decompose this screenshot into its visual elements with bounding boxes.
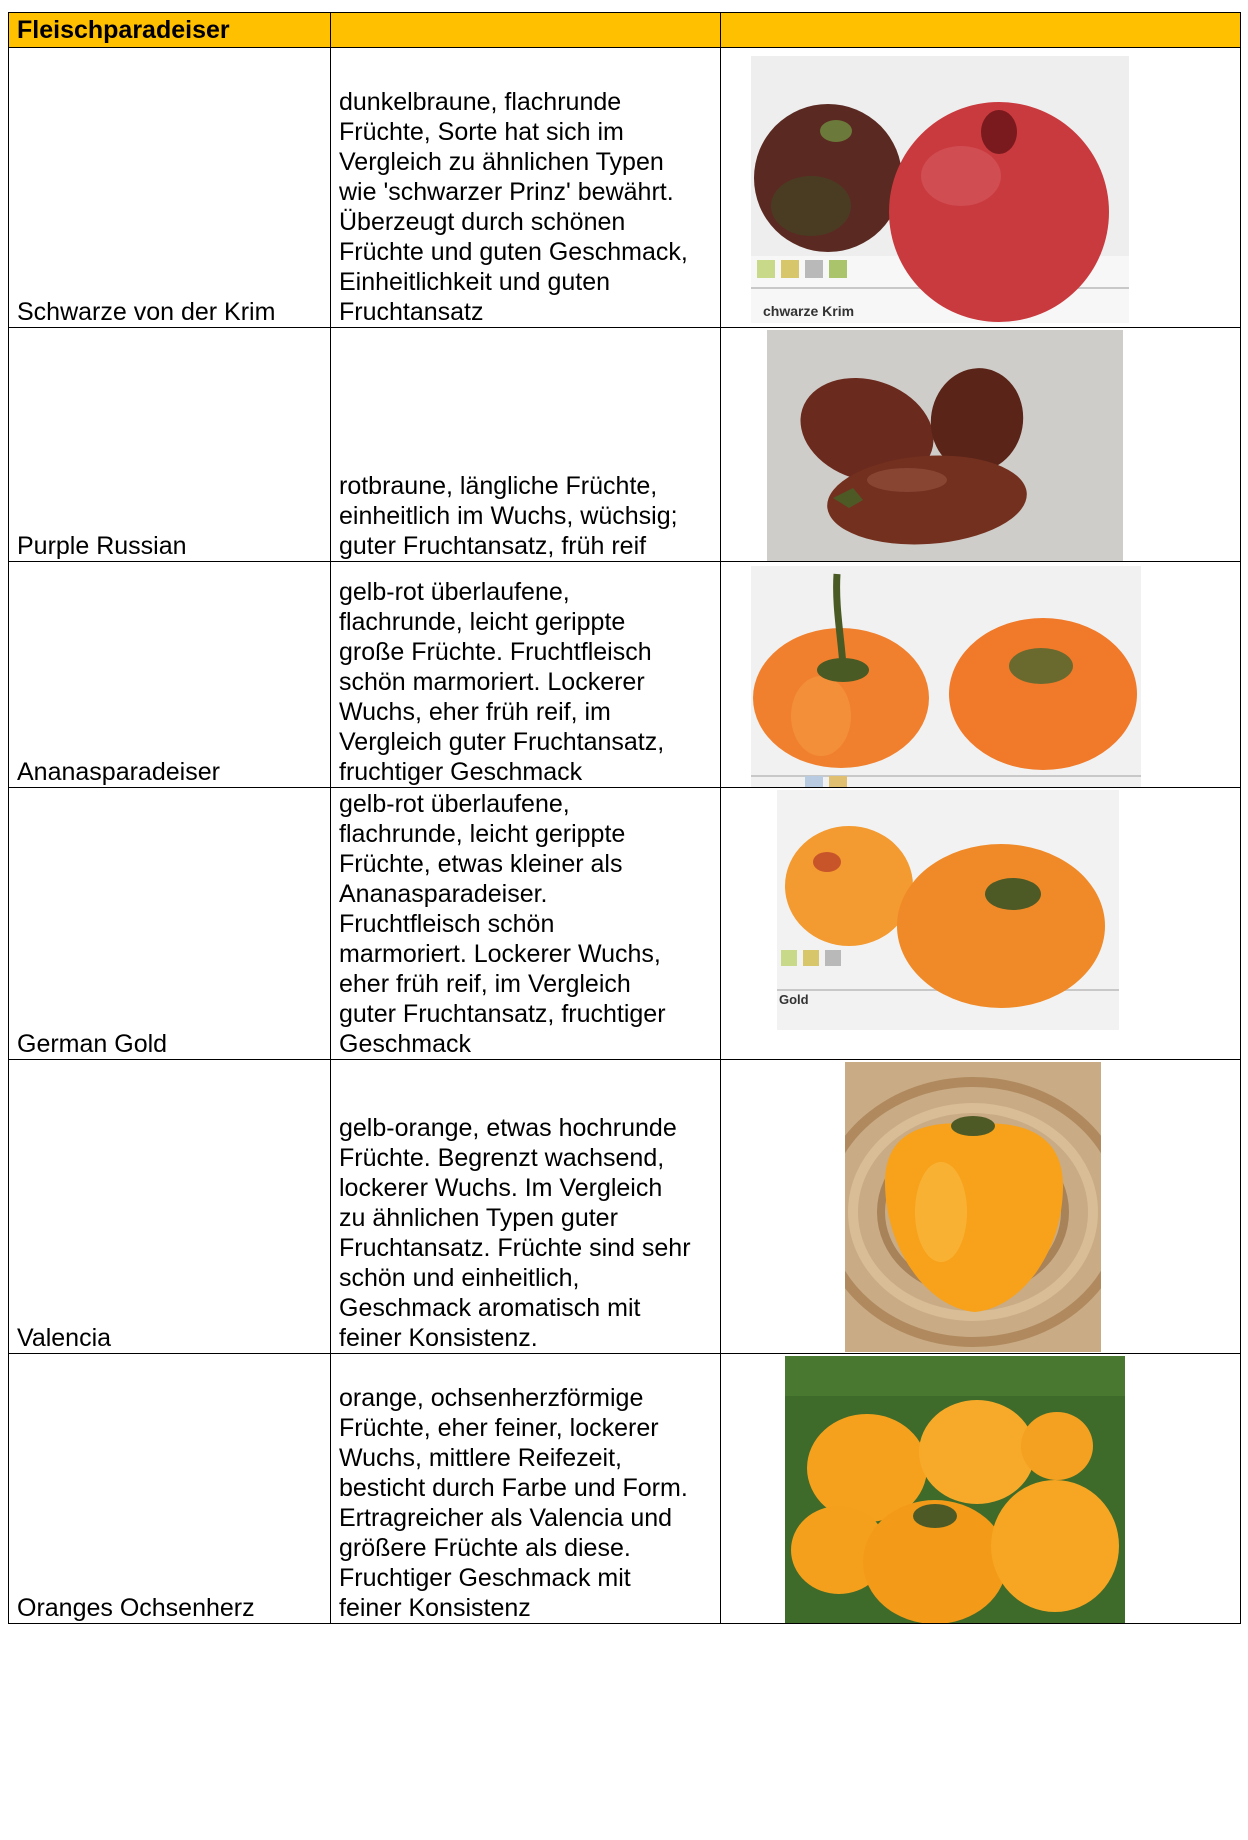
header-row xyxy=(9,13,1241,48)
tomato-variety-table xyxy=(8,12,1241,1624)
photo-label: chwarze Krim xyxy=(763,303,855,319)
variety-description: dunkelbraune, flachrunde Früchte, Sorte hat sich im Vergleich zu ähnlichen Typen wie 'schwarzer Prinz' bewährt. Überzeugt durch schönen Früchte und guten Geschmack, Einheitlichkeit und guten Fruchtansatz xyxy=(331,48,721,328)
photo-cell xyxy=(721,562,1241,788)
tomato-photo xyxy=(777,790,1119,1030)
variety-description: gelb-orange, etwas hochrunde Früchte. Begrenzt wachsend, lockerer Wuchs. Im Vergleich zu ähnlichen Typen guter Fruchtansatz. Früchte sind sehr schön und einheitlich, Geschmack aromatisch mit feiner Konsistenz. xyxy=(331,1060,721,1354)
variety-description: rotbraune, längliche Früchte, einheitlich im Wuchs, wüchsig; guter Fruchtansatz, früh reif xyxy=(331,328,721,562)
table-row xyxy=(9,788,1241,1060)
table-row xyxy=(9,1354,1241,1624)
table-row xyxy=(9,562,1241,788)
tomato-photo xyxy=(751,566,1141,788)
table-row xyxy=(9,328,1241,562)
variety-name: Schwarze von der Krim xyxy=(9,48,331,328)
tomato-photo xyxy=(845,1062,1101,1352)
table-row xyxy=(9,1060,1241,1354)
photo-cell xyxy=(721,1060,1241,1354)
photo-cell xyxy=(721,328,1241,562)
variety-description: gelb-rot überlaufene, flachrunde, leicht gerippte Früchte, etwas kleiner als Ananasparadeiser. Fruchtfleisch schön marmoriert. Lockerer Wuchs, eher früh reif, im Vergleich guter Fruchtansatz, fruchtiger Geschmack xyxy=(331,788,721,1060)
variety-name: German Gold xyxy=(9,788,331,1060)
table-row xyxy=(9,48,1241,328)
category-heading: Fleischparadeiser xyxy=(9,13,331,48)
header-cell-empty xyxy=(331,13,721,48)
tomato-photo xyxy=(785,1356,1125,1624)
variety-description: gelb-rot überlaufene, flachrunde, leicht gerippte große Früchte. Fruchtfleisch schön marmoriert. Lockerer Wuchs, eher früh reif, im Vergleich guter Fruchtansatz, fruchtiger Geschmack xyxy=(331,562,721,788)
tomato-photo xyxy=(751,56,1129,323)
header-cell-empty xyxy=(721,13,1241,48)
tomato-photo xyxy=(767,330,1123,562)
photo-cell xyxy=(721,1354,1241,1624)
variety-sheet xyxy=(8,12,1240,1624)
variety-name: Valencia xyxy=(9,1060,331,1354)
variety-name: Purple Russian xyxy=(9,328,331,562)
photo-label: Gold xyxy=(779,992,809,1007)
photo-cell xyxy=(721,788,1241,1060)
variety-name: Oranges Ochsenherz xyxy=(9,1354,331,1624)
variety-name: Ananasparadeiser xyxy=(9,562,331,788)
photo-cell xyxy=(721,48,1241,328)
variety-description: orange, ochsenherzförmige Früchte, eher feiner, lockerer Wuchs, mittlere Reifezeit, besticht durch Farbe und Form. Ertragreicher als Valencia und größere Früchte als diese. Fruchtiger Geschmack mit feiner Konsistenz xyxy=(331,1354,721,1624)
